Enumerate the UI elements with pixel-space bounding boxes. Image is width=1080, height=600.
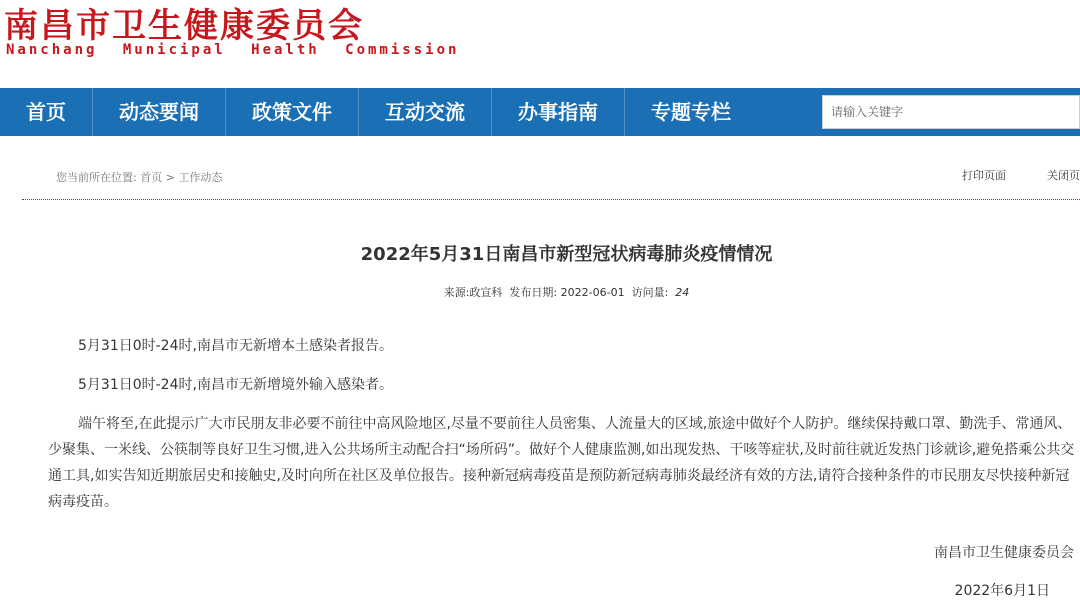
nav-item-home[interactable]: 首页 (0, 88, 93, 136)
print-page-link[interactable]: 打印页面 (962, 169, 1006, 182)
search-input[interactable] (823, 96, 1071, 128)
breadcrumb (56, 169, 222, 185)
article-paragraph: 5月31日0时-24时,南昌市无新增本土感染者报告。 (78, 338, 393, 354)
article-title: 2022年5月31日南昌市新型冠状病毒肺炎疫情情况 (360, 244, 773, 265)
nav-item-topics[interactable]: 专题专栏 (651, 100, 731, 124)
publish-date-label: 发布日期: (509, 286, 558, 299)
site-header (0, 0, 1080, 88)
article-signature: 南昌市卫生健康委员会 (934, 545, 1074, 561)
breadcrumb-current[interactable]: 工作动态 (178, 171, 223, 184)
divider (22, 199, 1080, 200)
article-body (48, 333, 1080, 528)
source-label: 来源: (443, 286, 470, 299)
article-sign-date: 2022年6月1日 (954, 583, 1050, 599)
publish-date-value: 2022-06-01 (560, 286, 625, 299)
close-page-link[interactable]: 关闭页 (1047, 169, 1080, 182)
breadcrumb-prefix: 您当前所在位置: (56, 171, 137, 184)
article-paragraph: 端午将至,在此提示广大市民朋友非必要不前往中高风险地区,尽量不要前往人员密集、人流量大的区域,旅途中做好个人防护。继续保持戴口罩、勤洗手、常通风、少聚集、一米线、公筷制等良好卫生习惯,进入公共场所主动配合扫“场所码”。做好个人健康监测,如出现发热、干咳等症状,及时前往就近发热门诊就诊,避免搭乘公共交通工具,如实告知近期旅居史和接触史,及时向所在社区及单位报告。接种新冠病毒疫苗是预防新冠病毒肺炎最经济有效的方法,请符合接种条件的市民朋友尽快接种新冠病毒疫苗。 (48, 416, 1075, 510)
article-meta (0, 284, 1080, 300)
search-box (822, 95, 1080, 129)
nav-item-interaction[interactable]: 互动交流 (359, 88, 492, 136)
site-title-en: Nanchang Municipal Health Commission (6, 42, 460, 58)
breadcrumb-home[interactable]: 首页 (140, 171, 163, 184)
site-title[interactable]: 南昌市卫生健康委员会 (4, 6, 364, 46)
article-paragraph: 5月31日0时-24时,南昌市无新增境外输入感染者。 (78, 377, 393, 393)
nav-item-guide[interactable]: 办事指南 (492, 88, 625, 136)
nav-item-news[interactable]: 动态要闻 (93, 88, 226, 136)
views-value: 24 (675, 286, 690, 299)
nav-item-policy[interactable]: 政策文件 (226, 88, 359, 136)
source-value: 政宣科 (469, 286, 503, 299)
views-label: 访问量: (631, 286, 669, 299)
breadcrumb-separator: > (165, 171, 175, 184)
